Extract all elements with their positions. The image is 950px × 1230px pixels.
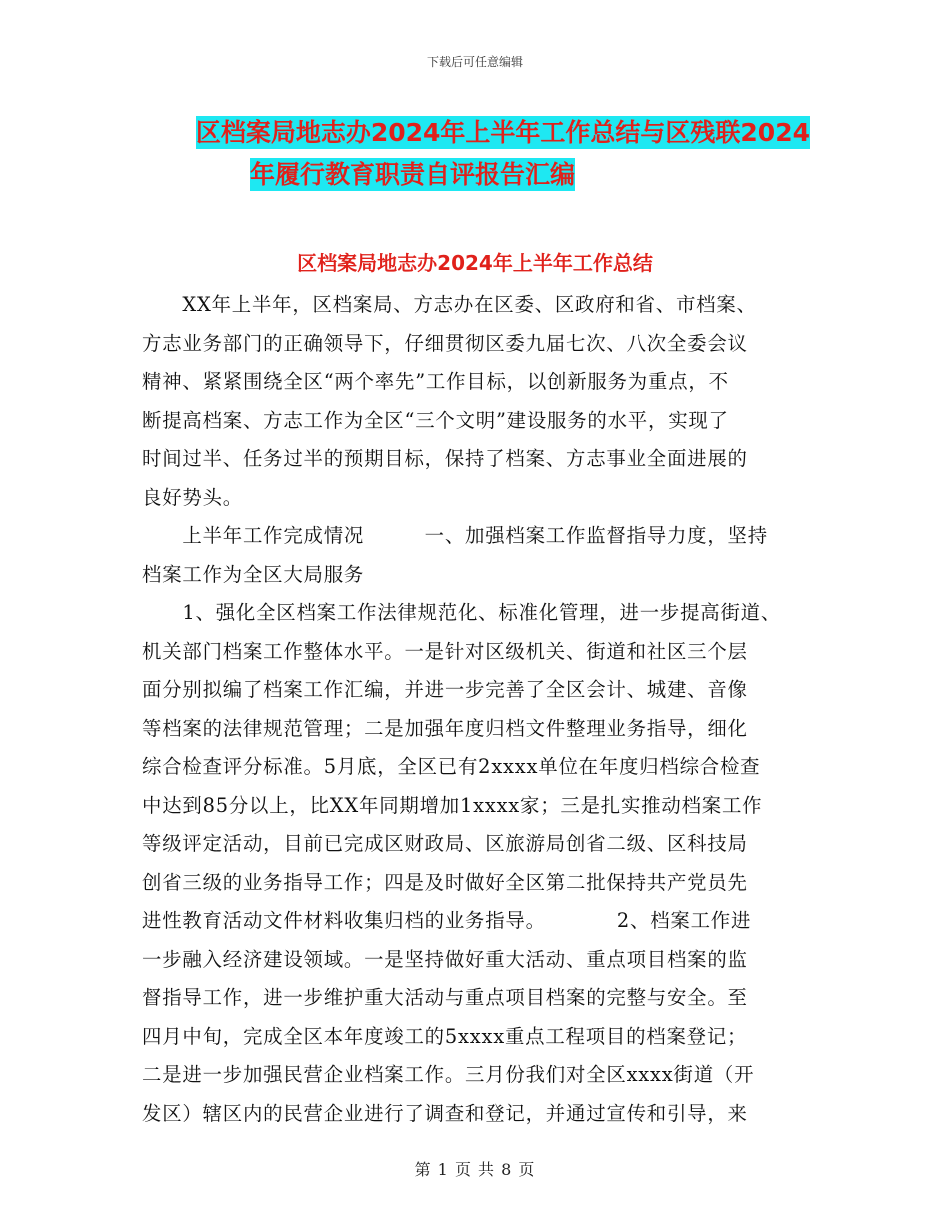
header-note: 下载后可任意编辑 [426, 55, 523, 69]
document-title [140, 112, 860, 196]
document-title-line-2 [140, 154, 860, 196]
title-highlight-2: 年履行教育职责自评报告汇编 [250, 160, 576, 189]
body-line: 档案工作为全区大局服务 [142, 562, 365, 586]
body-line: XX年上半年，区档案局、方志办在区委、区政府和省、市档案、 [142, 293, 757, 316]
body-line: 面分别拟编了档案工作汇编，并进一步完善了全区会计、城建、音像 [142, 678, 748, 701]
document-title-line-1 [140, 112, 860, 154]
title-highlight-1: 区档案局地志办2024年上半年工作总结与区残联2024 [195, 118, 810, 147]
body-line: 等档案的法律规范管理；二是加强年度归档文件整理业务指导，细化 [142, 716, 748, 740]
body-line: 等级评定活动，目前已完成区财政局、区旅游局创省二级、区科技局 [142, 832, 748, 855]
body-line: 督指导工作，进一步维护重大活动与重点项目档案的完整与安全。至 [142, 986, 748, 1009]
section-title: 区档案局地志办2024年上半年工作总结 [297, 251, 653, 275]
body-line: 机关部门档案工作整体水平。一是针对区级机关、街道和社区三个层 [142, 639, 748, 663]
body-line: 发区）辖区内的民营企业进行了调查和登记，并通过宣传和引导，来 [142, 1101, 748, 1125]
body-line: 四月中旬，完成全区本年度竣工的5xxxx重点工程项目的档案登记； [142, 1024, 748, 1048]
body-line: 进性教育活动文件材料收集归档的业务指导。 2、档案工作进 [142, 909, 752, 932]
body-line: 二是进一步加强民营企业档案工作。三月份我们对全区xxxx街道（开 [142, 1063, 755, 1086]
body-line: 中达到85分以上，比XX年同期增加1xxxx家；三是扎实推动档案工作 [142, 793, 763, 817]
body-line: 上半年工作完成情况 一、加强档案工作监督指导力度，坚持 [142, 524, 768, 547]
body-line: 综合检查评分标准。5月底，全区已有2xxxx单位在年度归档综合检查 [142, 755, 761, 778]
body-line: 断提高档案、方志工作为全区“三个文明”建设服务的水平，实现了 [142, 408, 729, 432]
body-text [142, 286, 822, 1133]
body-line: 良好势头。 [142, 485, 243, 509]
page-number-footer: 第 1 页 共 8 页 [414, 1160, 536, 1179]
body-line: 方志业务部门的正确领导下，仔细贯彻区委九届七次、八次全委会议 [142, 331, 748, 355]
body-line: 1、强化全区档案工作法律规范化、标准化管理，进一步提高街道、 [142, 601, 782, 624]
body-line: 精神、紧紧围绕全区“两个率先”工作目标，以创新服务为重点，不 [142, 370, 729, 393]
body-line: 时间过半、任务过半的预期目标，保持了档案、方志事业全面进展的 [142, 447, 748, 470]
body-line: 创省三级的业务指导工作；四是及时做好全区第二批保持共产党员先 [142, 870, 748, 894]
body-line: 一步融入经济建设领域。一是坚持做好重大活动、重点项目档案的监 [142, 947, 748, 971]
